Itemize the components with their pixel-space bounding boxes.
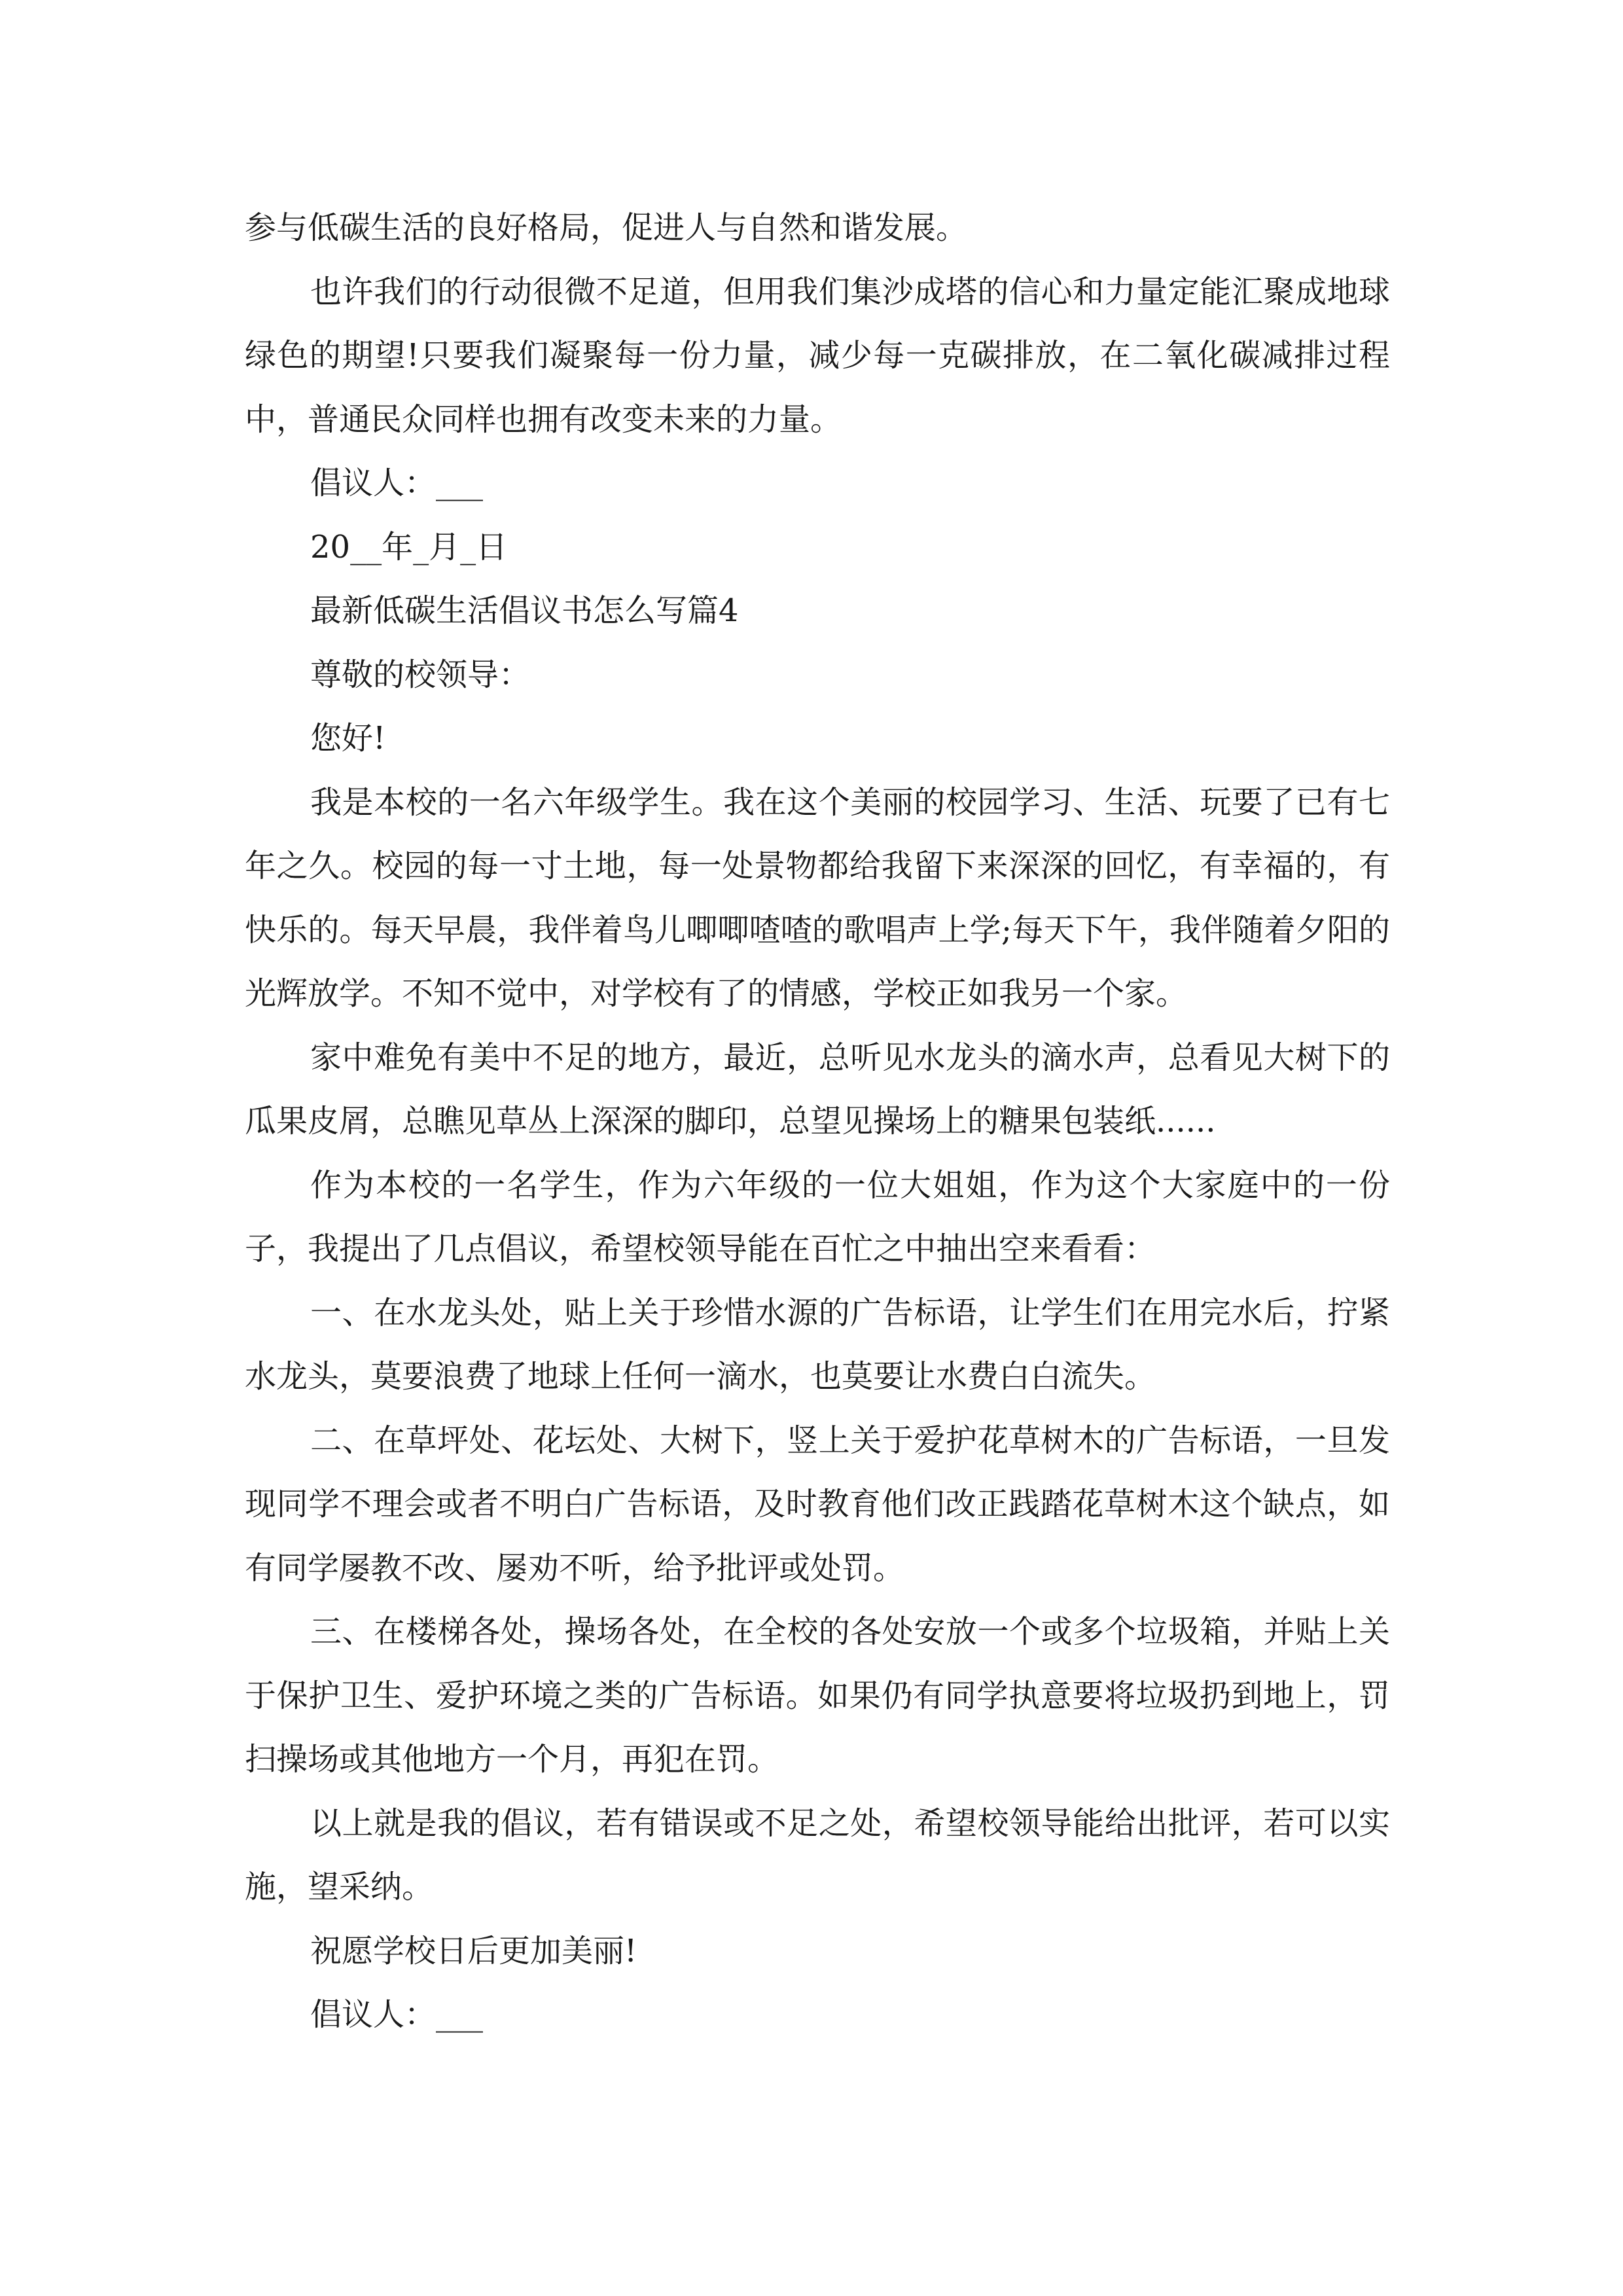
paragraph-2: 也许我们的行动很微不足道，但用我们集沙成塔的信心和力量定能汇聚成地球绿色的期望!只要我们凝聚每一份力量，减少每一克碳排放，在二氧化碳减排过程中，普通民众同样也拥有改变未来的力量。 xyxy=(245,273,1390,438)
signature-line: 倡议人：___ xyxy=(310,465,484,501)
paragraph-problems: 家中难免有美中不足的地方，最近，总听见水龙头的滴水声，总看见大树下的瓜果皮屑，总瞧见草丛上深深的脚印，总望见操场上的糖果包装纸...... xyxy=(245,1039,1390,1139)
paragraph-1: 参与低碳生活的良好格局，促进人与自然和谐发展。 xyxy=(245,209,968,246)
proposal-item-2: 二、在草坪处、花坛处、大树下，竖上关于爱护花草树木的广告标语，一旦发现同学不理会或者不明白广告标语，及时教育他们改正践踏花草树木这个缺点，如有同学屡教不改、屡劝不听，给予批评或处罚。 xyxy=(245,1422,1390,1587)
salutation: 尊敬的校领导： xyxy=(310,656,531,693)
paragraph-closing: 以上就是我的倡议，若有错误或不足之处，希望校领导能给出批评，若可以实施，望采纳。 xyxy=(245,1804,1390,1905)
proposal-item-3: 三、在楼梯各处，操场各处，在全校的各处安放一个或多个垃圾箱，并贴上关于保护卫生、爱护环境之类的广告标语。如果仍有同学执意要将垃圾扔到地上，罚扫操场或其他地方一个月，再犯在罚。 xyxy=(245,1613,1390,1778)
signature-line-2: 倡议人：___ xyxy=(310,1996,484,2033)
proposal-item-1: 一、在水龙头处，贴上关于珍惜水源的广告标语，让学生们在用完水后，拧紧水龙头，莫要浪费了地球上任何一滴水，也莫要让水费白白流失。 xyxy=(245,1294,1390,1395)
section-title: 最新低碳生活倡议书怎么写篇4 xyxy=(310,592,739,629)
wish-line: 祝愿学校日后更加美丽! xyxy=(310,1932,637,1969)
paragraph-intro: 我是本校的一名六年级学生。我在这个美丽的校园学习、生活、玩要了已有七年之久。校园的每一寸土地，每一处景物都给我留下来深深的回忆，有幸福的，有快乐的。每天早晨，我伴着鸟儿唧唧喳喳的歌唱声上学;每天下午，我伴随着夕阳的光辉放学。不知不觉中，对学校有了的情感，学校正如我另一个家。 xyxy=(245,783,1390,1012)
document-body xyxy=(245,196,1390,2047)
date-line: 20__年_月_日 xyxy=(310,528,508,565)
greeting: 您好! xyxy=(310,720,386,757)
paragraph-proposal: 作为本校的一名学生，作为六年级的一位大姐姐，作为这个大家庭中的一份子，我提出了几点倡议，希望校领导能在百忙之中抽出空来看看： xyxy=(245,1166,1390,1267)
